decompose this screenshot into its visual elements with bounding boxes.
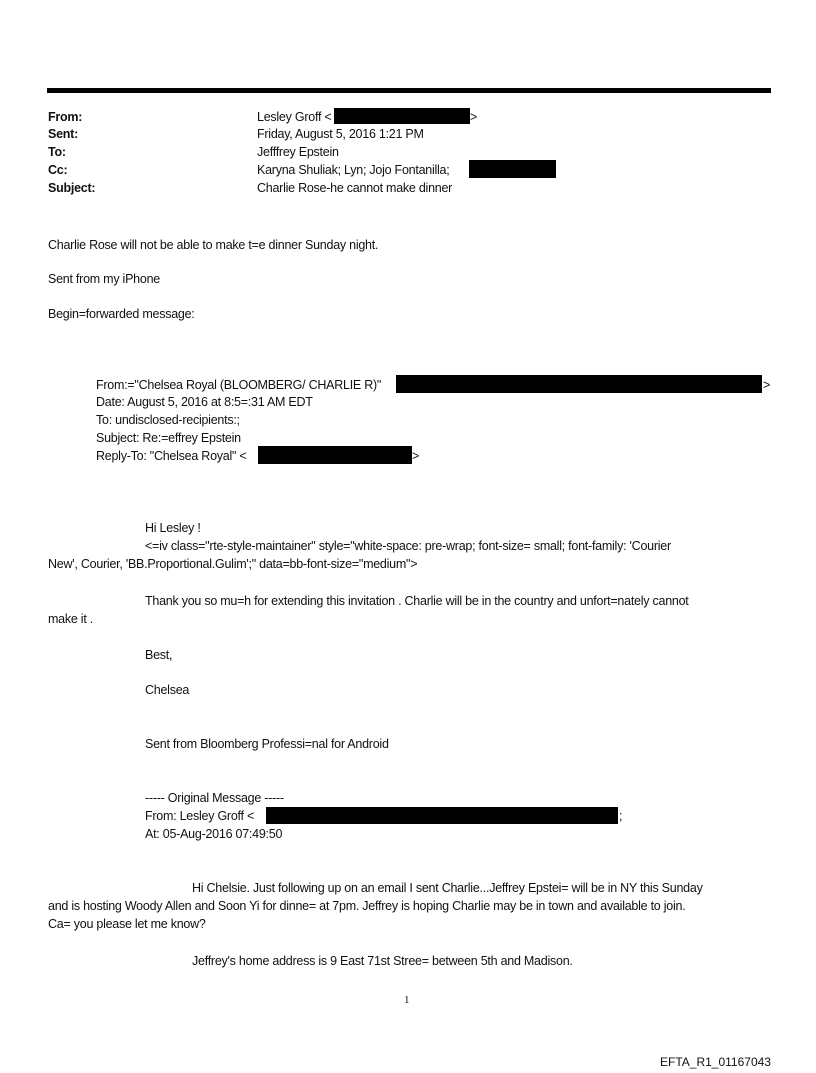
original-body: Jeffrey's home address is 9 East 71st Stree= between 5th and Madison. bbox=[192, 954, 573, 968]
page-number: 1 bbox=[404, 994, 410, 1006]
original-at: At: 05-Aug-2016 07:49:50 bbox=[145, 827, 283, 841]
fwd-to: To: undisclosed-recipients:; bbox=[96, 413, 240, 427]
reply-html: <=iv class="rte-style-maintainer" style="white-space: pre-wrap; font-size= small; font-family: 'Courier bbox=[145, 539, 671, 553]
to-value: Jefffrey Epstein bbox=[257, 145, 339, 159]
fwd-from-tail: > bbox=[763, 378, 771, 392]
fwd-date: Date: August 5, 2016 at 8:5=:31 AM EDT bbox=[96, 395, 313, 409]
subject-value: Charlie Rose-he cannot make dinner bbox=[257, 181, 453, 195]
reply-thanks: Thank you so mu=h for extending this invitation . Charlie will be in the country and unfort=nately cannot bbox=[145, 594, 689, 608]
redaction bbox=[266, 807, 618, 824]
fwd-subject: Subject: Re:=effrey Epstein bbox=[96, 431, 241, 445]
sent-label: Sent: bbox=[48, 127, 78, 141]
fwd-from: From:="Chelsea Royal (BLOOMBERG/ CHARLIE R)" bbox=[96, 378, 382, 392]
from-label: From: bbox=[48, 110, 83, 124]
original-from: From: Lesley Groff < bbox=[145, 809, 255, 823]
body-line: Begin=forwarded message: bbox=[48, 307, 195, 321]
fwd-reply-to: Reply-To: "Chelsea Royal" < bbox=[96, 449, 247, 463]
redaction bbox=[469, 160, 556, 178]
body-line: Charlie Rose will not be able to make t=e dinner Sunday night. bbox=[48, 238, 379, 252]
from-tail: > bbox=[470, 110, 478, 124]
reply-signature: Chelsea bbox=[145, 683, 190, 697]
original-body: Ca= you please let me know? bbox=[48, 917, 206, 931]
subject-label: Subject: bbox=[48, 181, 96, 195]
bates-number: EFTA_R1_01167043 bbox=[660, 1055, 771, 1069]
body-line: Sent from my iPhone bbox=[48, 272, 160, 286]
reply-closing: Best, bbox=[145, 648, 173, 662]
reply-html: New', Courier, 'BB.Proportional.Gulim';" data=bb-font-size="medium"> bbox=[48, 557, 418, 571]
redaction bbox=[396, 375, 762, 393]
from-value: Lesley Groff < bbox=[257, 110, 332, 124]
fwd-reply-tail: > bbox=[412, 449, 420, 463]
original-divider: ----- Original Message ----- bbox=[145, 791, 284, 805]
original-body: and is hosting Woody Allen and Soon Yi for dinne= at 7pm. Jeffrey is hoping Charlie may be in town and available to join. bbox=[48, 899, 686, 913]
reply-sent-from: Sent from Bloomberg Professi=nal for Android bbox=[145, 737, 389, 751]
sent-value: Friday, August 5, 2016 1:21 PM bbox=[257, 127, 424, 141]
reply-thanks: make it . bbox=[48, 612, 93, 626]
cc-label: Cc: bbox=[48, 163, 68, 177]
reply-greeting: Hi Lesley ! bbox=[145, 521, 201, 535]
to-label: To: bbox=[48, 145, 66, 159]
original-body: Hi Chelsie. Just following up on an email I sent Charlie...Jeffrey Epstei= will be in NY this Sunday bbox=[192, 881, 703, 895]
cc-value: Karyna Shuliak; Lyn; Jojo Fontanilla; bbox=[257, 163, 450, 177]
redaction bbox=[334, 108, 470, 124]
original-from-tail: ; bbox=[619, 809, 623, 823]
header-rule bbox=[47, 88, 771, 93]
redaction bbox=[258, 446, 412, 464]
